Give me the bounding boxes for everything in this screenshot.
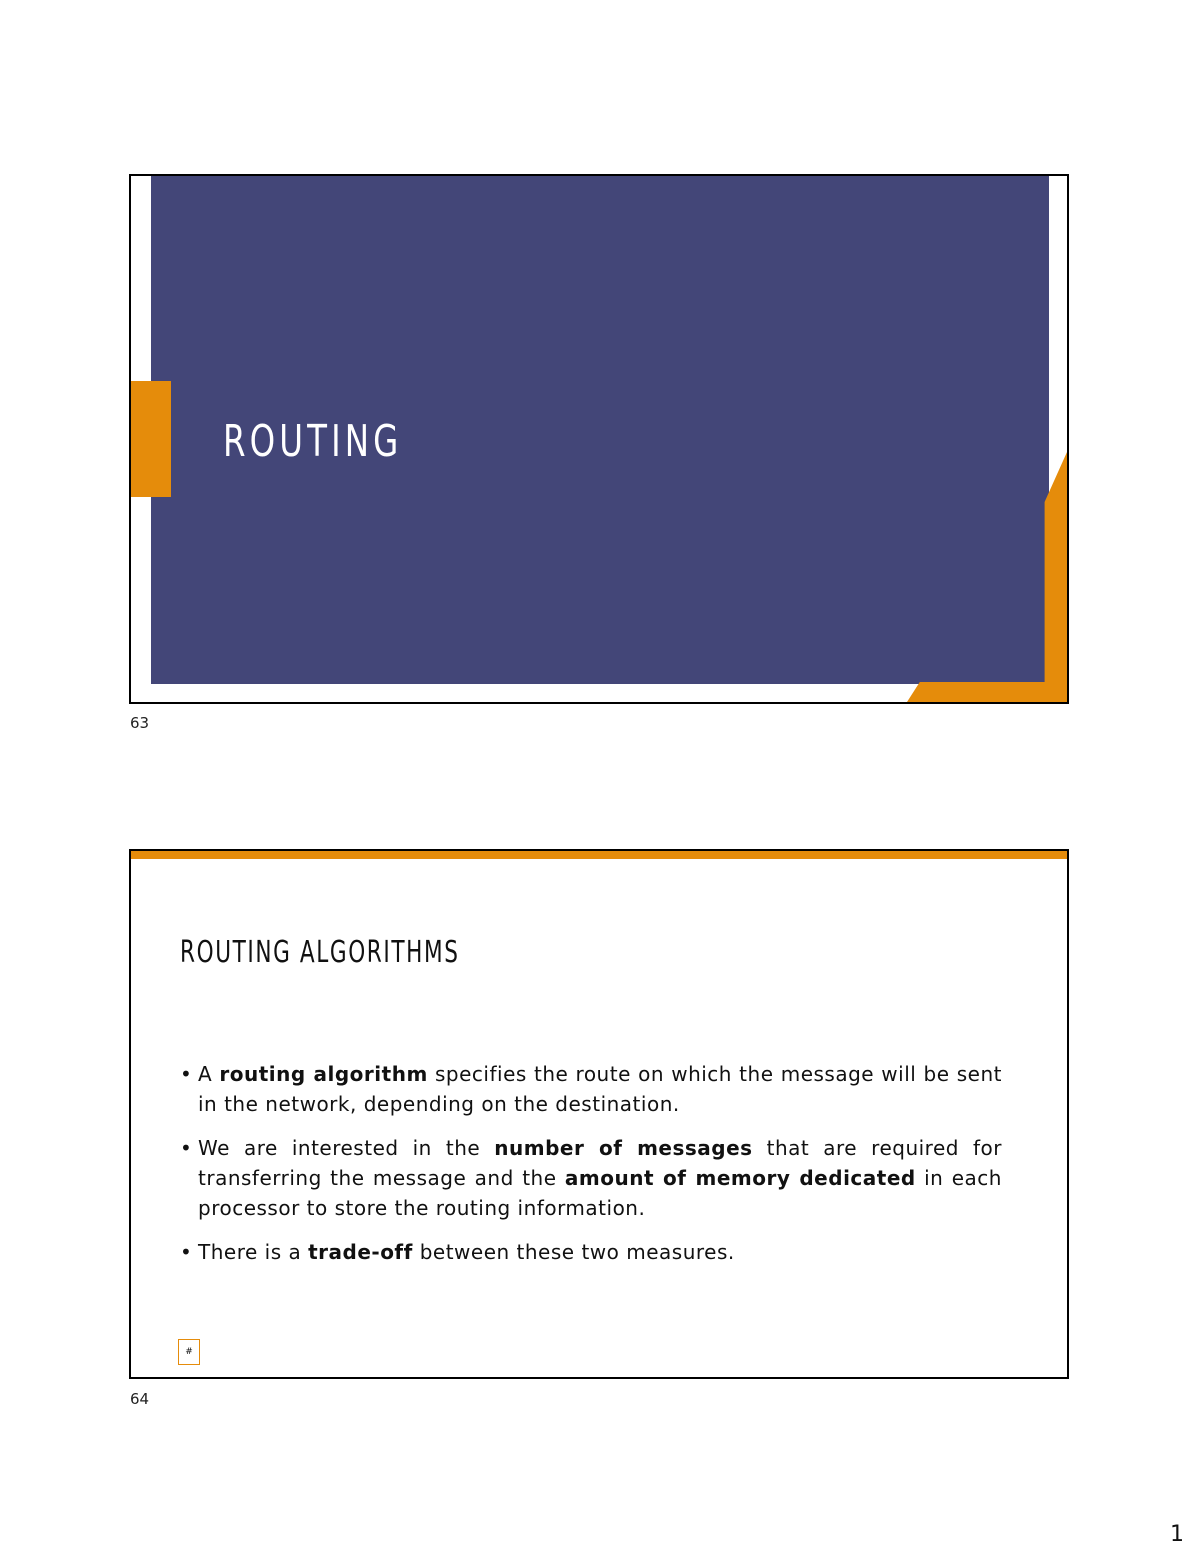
- bullet-text: There is a: [198, 1240, 309, 1264]
- slide-number-marker: #: [178, 1339, 200, 1365]
- bullet-item: [180, 1059, 1002, 1119]
- left-accent-bar: [131, 381, 171, 497]
- bullet-bold-text: routing algorithm: [219, 1062, 428, 1086]
- bullet-text: that are required for transferring the message and the: [198, 1136, 1002, 1190]
- bullet-bold-text: amount of memory dedicated: [564, 1166, 916, 1190]
- slide-title: ROUTING: [223, 416, 403, 467]
- content-slide: [129, 849, 1069, 1379]
- page-number: 1: [1170, 1522, 1184, 1547]
- bullet-item: [180, 1237, 1002, 1267]
- bullet-item: [180, 1133, 1002, 1223]
- bullet-text: in each processor to store the routing information.: [198, 1166, 1002, 1220]
- slide-label-63: 63: [130, 714, 150, 732]
- bullet-bold-text: number of messages: [494, 1136, 753, 1160]
- bullet-text: We are interested in the: [198, 1136, 495, 1160]
- bullet-list: [180, 1059, 1002, 1281]
- bullet-bold-text: trade-off: [308, 1240, 413, 1264]
- bullet-text: specifies the route on which the message will be sent in the network, depending on the destination.: [198, 1062, 1002, 1116]
- bullet-text: between these two measures.: [412, 1240, 735, 1264]
- bullet-text: A: [198, 1062, 220, 1086]
- slide-label-64: 64: [130, 1390, 150, 1408]
- slide-heading: ROUTING ALGORITHMS: [180, 935, 460, 970]
- title-slide: [129, 174, 1069, 704]
- top-accent-bar: [131, 851, 1067, 859]
